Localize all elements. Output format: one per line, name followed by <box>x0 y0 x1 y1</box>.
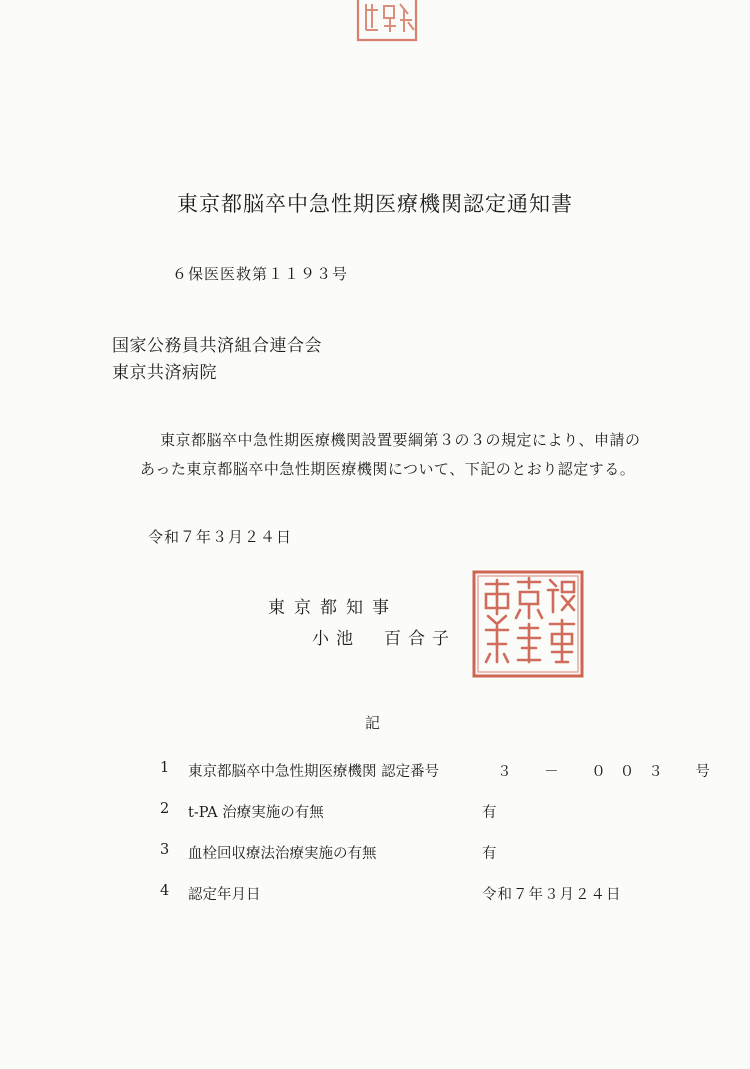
issue-date: 令和７年３月２４日 <box>148 528 293 546</box>
issuer-title: 東京都知事 <box>268 598 398 618</box>
item-4-value: 令和７年３月２４日 <box>482 887 622 903</box>
issuer-name: 小池 百合子 <box>312 629 456 649</box>
item-1-number: 1 <box>160 760 170 776</box>
item-3-value: 有 <box>482 846 497 862</box>
item-2-value: 有 <box>482 805 497 821</box>
item-3-number: 3 <box>160 842 170 858</box>
item-4-label: 認定年月日 <box>188 887 261 903</box>
document-number: ６保医医救第１１９３号 <box>172 265 349 283</box>
body-text-line-1: 東京都脳卒中急性期医療機関設置要綱第３の３の規定により、申請の <box>160 431 641 449</box>
recipient-organization: 国家公務員共済組合連合会 <box>112 336 322 356</box>
item-1-value: ３ － ００３ 号 <box>497 764 724 780</box>
items-list <box>0 760 750 920</box>
item-2-number: 2 <box>160 801 170 817</box>
document-title: 東京都脳卒中急性期医療機関認定通知書 <box>177 192 573 216</box>
item-1-label: 東京都脳卒中急性期医療機関 認定番号 <box>188 764 440 780</box>
ki-heading: 記 <box>365 714 381 732</box>
item-2-label: t-PA 治療実施の有無 <box>188 805 324 821</box>
item-4-number: 4 <box>160 883 170 899</box>
recipient-hospital: 東京共済病院 <box>112 363 217 383</box>
item-3-label: 血栓回収療法治療実施の有無 <box>188 846 377 862</box>
body-text-line-2: あった東京都脳卒中急性期医療機関について、下記のとおり認定する。 <box>140 460 636 478</box>
governor-official-seal <box>468 566 590 684</box>
top-seal-stamp <box>350 0 424 44</box>
